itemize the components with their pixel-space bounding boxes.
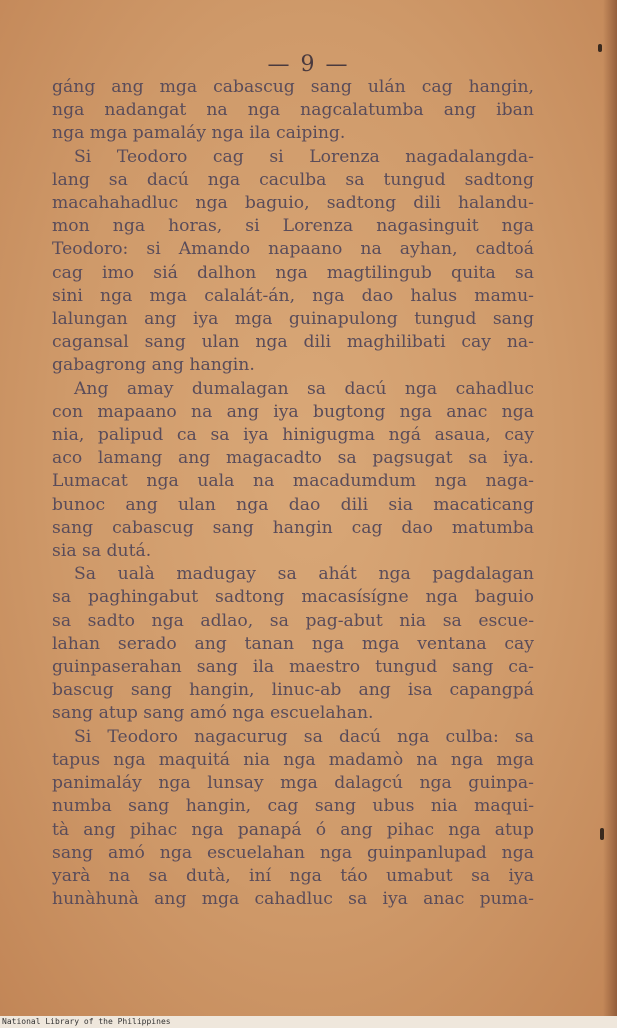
text-line: gabagrong ang hangin.: [52, 355, 255, 376]
text-line: aco lamang ang magacadto sa pagsugat sa iya.: [52, 448, 534, 469]
text-line: hunàhunà ang mga cahadluc sa iya anac puma-: [52, 889, 534, 910]
text-line: sa paghingabut sadtong macasísígne nga baguio: [52, 587, 534, 608]
text-line: nga mga pamaláy nga ila caiping.: [52, 123, 346, 144]
text-line: sia sa dutá.: [52, 541, 152, 562]
text-line: tà ang pihac nga panapá ó ang pihac nga atup: [52, 819, 534, 840]
ink-speck: [600, 828, 604, 840]
text-line: sa sadto nga adlao, sa pag-abut nia sa escue-: [52, 610, 534, 631]
text-line: guinpaserahan sang ila maestro tungud sang ca-: [52, 657, 534, 678]
page-edge-shadow: [603, 0, 617, 1016]
text-line: con mapaano na ang iya bugtong nga anac nga: [52, 401, 534, 422]
text-line: gáng ang mga cabascug sang ulán cag hangin,: [52, 77, 534, 97]
text-line: yarà na sa dutà, iní nga táo umabut sa iya: [52, 865, 534, 886]
text-line: cagansal sang ulan nga dili maghilibati cay na-: [52, 332, 534, 353]
text-line: tapus nga maquitá nia nga madamò na nga mga: [52, 749, 534, 770]
text-line: bunoc ang ulan nga dao dili sia macaticang: [52, 494, 534, 515]
text-line: sang cabascug sang hangin cag dao matumba: [52, 517, 534, 538]
text-line: nga nadangat na nga nagcalatumba ang iban: [52, 100, 534, 121]
text-line: mon nga horas, si Lorenza nagasinguit nga: [52, 216, 534, 237]
text-line: Lumacat nga uala na macadumdum nga naga-: [52, 471, 534, 492]
text-line: Si Teodoro nagacurug sa dacú nga culba: sa: [74, 726, 534, 747]
text-line: sang amó nga escuelahan nga guinpanlupad nga: [52, 842, 534, 863]
text-line: Teodoro: si Amando napaano na ayhan, cadtoá: [52, 239, 534, 260]
text-line: nia, palipud ca sa iya hinigugma ngá asaua, cay: [52, 425, 534, 446]
ink-speck: [598, 44, 602, 52]
text-line: numba sang hangin, cag sang ubus nia maqui-: [52, 796, 534, 817]
text-line: Si Teodoro cag si Lorenza nagadalangda-: [74, 146, 534, 167]
text-line: Ang amay dumalagan sa dacú nga cahadluc: [74, 378, 534, 399]
body-text: [52, 76, 534, 911]
text-line: lalungan ang iya mga guinapulong tungud sang: [52, 309, 534, 330]
text-line: cag imo siá dalhon nga magtilingub quita sa: [52, 262, 534, 283]
text-line: sang atup sang amó nga escuelahan.: [52, 703, 374, 724]
text-line: lang sa dacú nga caculba sa tungud sadtong: [52, 169, 534, 190]
text-line: sini nga mga calalát-án, nga dao halus mamu-: [52, 285, 534, 306]
text-line: macahahadluc nga baguio, sadtong dili halandu-: [52, 193, 534, 214]
footer-credit: National Library of the Philippines: [0, 1016, 617, 1028]
text-line: Sa ualà madugay sa ahát nga pagdalagan: [74, 564, 534, 585]
page-number: — 9 —: [267, 52, 350, 77]
text-line: bascug sang hangin, linuc-ab ang isa capangpá: [52, 680, 534, 701]
text-line: lahan serado ang tanan nga mga ventana cay: [52, 633, 534, 654]
text-line: panimaláy nga lunsay mga dalagcú nga guinpa-: [52, 773, 534, 794]
